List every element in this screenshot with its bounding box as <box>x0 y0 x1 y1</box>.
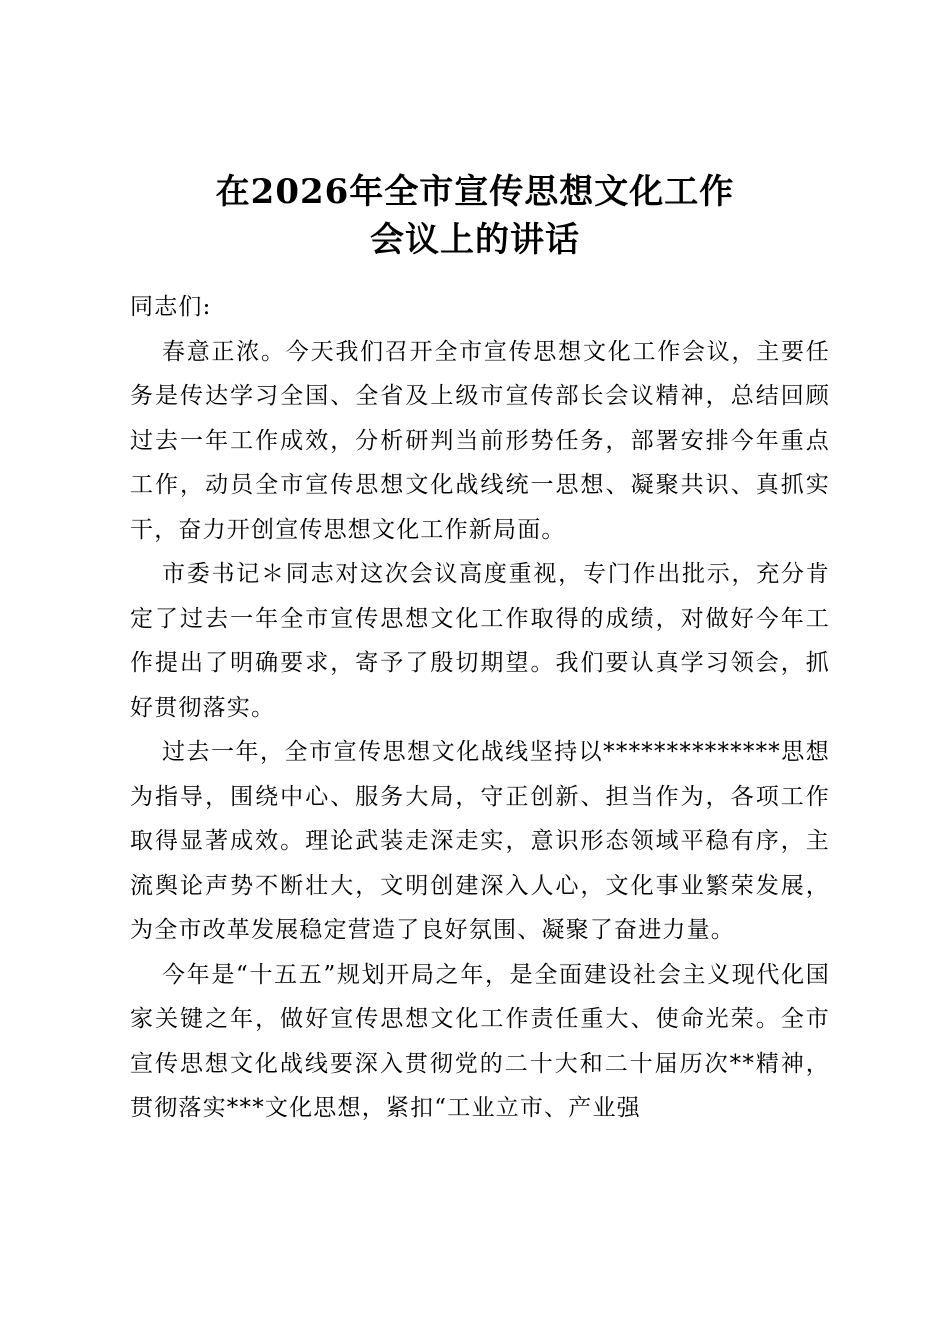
paragraph-outlook: 今年是“十五五”规划开局之年，是全面建设社会主义现代化国家关键之年，做好宣传思想文化工作责任重大、使命光荣。全市宣传思想文化战线要深入贯彻党的二十大和二十届历次**精神，贯彻落实***文化思想，紧扣“工业立市、产业强 <box>130 961 830 1121</box>
paragraph-review: 过去一年，全市宣传思想文化战线坚持以**************思想为指导，围绕中心、服务大局，守正创新、担当作为，各项工作取得显著成效。理论武装走深走实，意识形态领域平稳有序，主流舆论声势不断壮大，文明创建深入人心，文化事业繁荣发展，为全市改革发展稳定营造了良好氛围、凝聚了奋进力量。 <box>130 739 830 943</box>
document-title <box>0 168 950 264</box>
title-line-2: 会议上的讲话 <box>370 220 580 260</box>
paragraph-instruction: 市委书记＊同志对这次会议高度重视，专门作出批示，充分肯定了过去一年全市宣传思想文化工作取得的成绩，对做好今年工作提出了明确要求，寄予了殷切期望。我们要认真学习领会，抓好贯彻落实。 <box>130 561 830 721</box>
salutation: 同志们: <box>130 294 212 320</box>
paragraph-opening: 春意正浓。今天我们召开全市宣传思想文化工作会议，主要任务是传达学习全国、全省及上级市宣传部长会议精神，总结回顾过去一年工作成效，分析研判当前形势任务，部署安排今年重点工作，动员全市宣传思想文化战线统一思想、凝聚共识、真抓实干，奋力开创宣传思想文化工作新局面。 <box>130 338 830 543</box>
title-line-1: 在2026年全市宣传思想文化工作 <box>215 172 735 212</box>
document-body <box>130 285 830 1131</box>
